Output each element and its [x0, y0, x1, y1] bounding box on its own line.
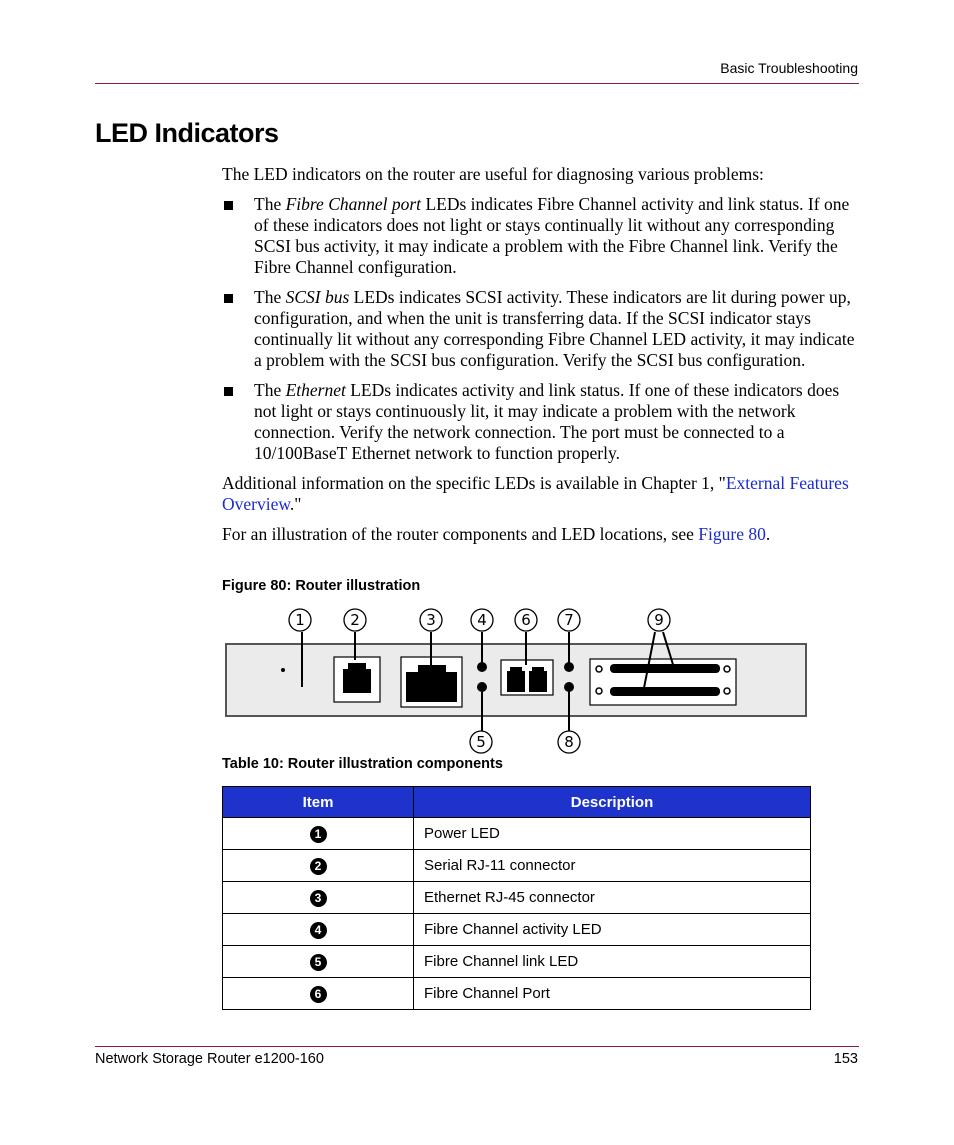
item-description: Fibre Channel Port	[414, 978, 811, 1010]
bullet-ethernet: The Ethernet LEDs indicates activity and link status. If one of these indicators does not light or stays continuously lit, it may indicate a problem with the network connection. Verify the network connection. The port must be connected to a 10/100BaseT Ethernet network to function properly.	[222, 380, 858, 464]
callout-7: 7	[564, 611, 574, 629]
callout-4: 4	[477, 611, 487, 629]
body-text	[222, 164, 858, 554]
page-title: LED Indicators	[95, 118, 279, 148]
additional-info-paragraph: Additional information on the specific LEDs is available in Chapter 1, "External Features Overview."	[222, 473, 849, 514]
callout-8: 8	[564, 733, 574, 751]
screw-icon	[724, 688, 730, 694]
page-number: 153	[833, 1051, 858, 1067]
table-row	[223, 914, 811, 946]
table-row	[223, 978, 811, 1010]
callout-9: 9	[654, 611, 664, 629]
item-description: Fibre Channel link LED	[414, 946, 811, 978]
item-description: Power LED	[414, 818, 811, 850]
column-header-description: Description	[414, 787, 811, 818]
callout-5: 5	[476, 733, 486, 751]
external-features-link[interactable]: External Features Overview	[222, 473, 849, 514]
table-row	[223, 946, 811, 978]
item-number-badge: 5	[310, 954, 327, 971]
components-table	[222, 786, 811, 1010]
table-row	[223, 818, 811, 850]
item-number-badge: 2	[310, 858, 327, 875]
item-number-badge: 6	[310, 986, 327, 1003]
callout-3: 3	[426, 611, 436, 629]
callout-1: 1	[295, 611, 305, 629]
fc-activity-led-icon	[477, 662, 487, 672]
item-description: Serial RJ-11 connector	[414, 850, 811, 882]
item-number-badge: 3	[310, 890, 327, 907]
footer-rule	[95, 1046, 859, 1047]
router-illustration	[222, 603, 812, 758]
bullet-square-icon	[224, 201, 233, 210]
table-row	[223, 882, 811, 914]
scsi-link-led-icon	[564, 682, 574, 692]
table-row	[223, 850, 811, 882]
figure-caption: Figure 80: Router illustration	[222, 578, 421, 594]
bullet-scsi-bus: The SCSI bus LEDs indicates SCSI activity. These indicators are lit during power up, configuration, and when the unit is transferring data. If the SCSI indicator stays continually lit without any corresponding Fibre Channel LED activity, it may indicate a problem with the SCSI bus configuration. Verify the SCSI bus configuration.	[222, 287, 858, 371]
table-header-row	[223, 787, 811, 818]
item-number-badge: 1	[310, 826, 327, 843]
power-led-icon	[281, 668, 285, 672]
fc-link-led-icon	[477, 682, 487, 692]
item-description: Ethernet RJ-45 connector	[414, 882, 811, 914]
illustration-paragraph: For an illustration of the router components and LED locations, see Figure 80.	[222, 524, 771, 544]
callout-2: 2	[350, 611, 360, 629]
screw-icon	[724, 666, 730, 672]
column-header-item: Item	[223, 787, 414, 818]
header-rule	[95, 83, 859, 84]
intro-paragraph: The LED indicators on the router are useful for diagnosing various problems:	[222, 164, 764, 184]
item-description: Fibre Channel activity LED	[414, 914, 811, 946]
item-number-badge: 4	[310, 922, 327, 939]
figure-80-link[interactable]: Figure 80	[698, 524, 766, 544]
bullet-fibre-channel: The Fibre Channel port LEDs indicates Fibre Channel activity and link status. If one of these indicators does not light or stays continually lit without any corresponding SCSI bus activity, it may indicate a problem with the Fibre Channel link. Verify the Fibre Channel configuration.	[222, 194, 858, 278]
scsi-bus-connector-icon	[610, 687, 720, 696]
screw-icon	[596, 688, 602, 694]
scsi-activity-led-icon	[564, 662, 574, 672]
screw-icon	[596, 666, 602, 672]
scsi-bus-connector-icon	[610, 664, 720, 673]
table-caption: Table 10: Router illustration components	[222, 756, 503, 772]
callout-6: 6	[521, 611, 531, 629]
bullet-square-icon	[224, 294, 233, 303]
bullet-square-icon	[224, 387, 233, 396]
footer-document-title: Network Storage Router e1200-160	[95, 1051, 324, 1067]
running-header: Basic Troubleshooting	[720, 60, 858, 76]
